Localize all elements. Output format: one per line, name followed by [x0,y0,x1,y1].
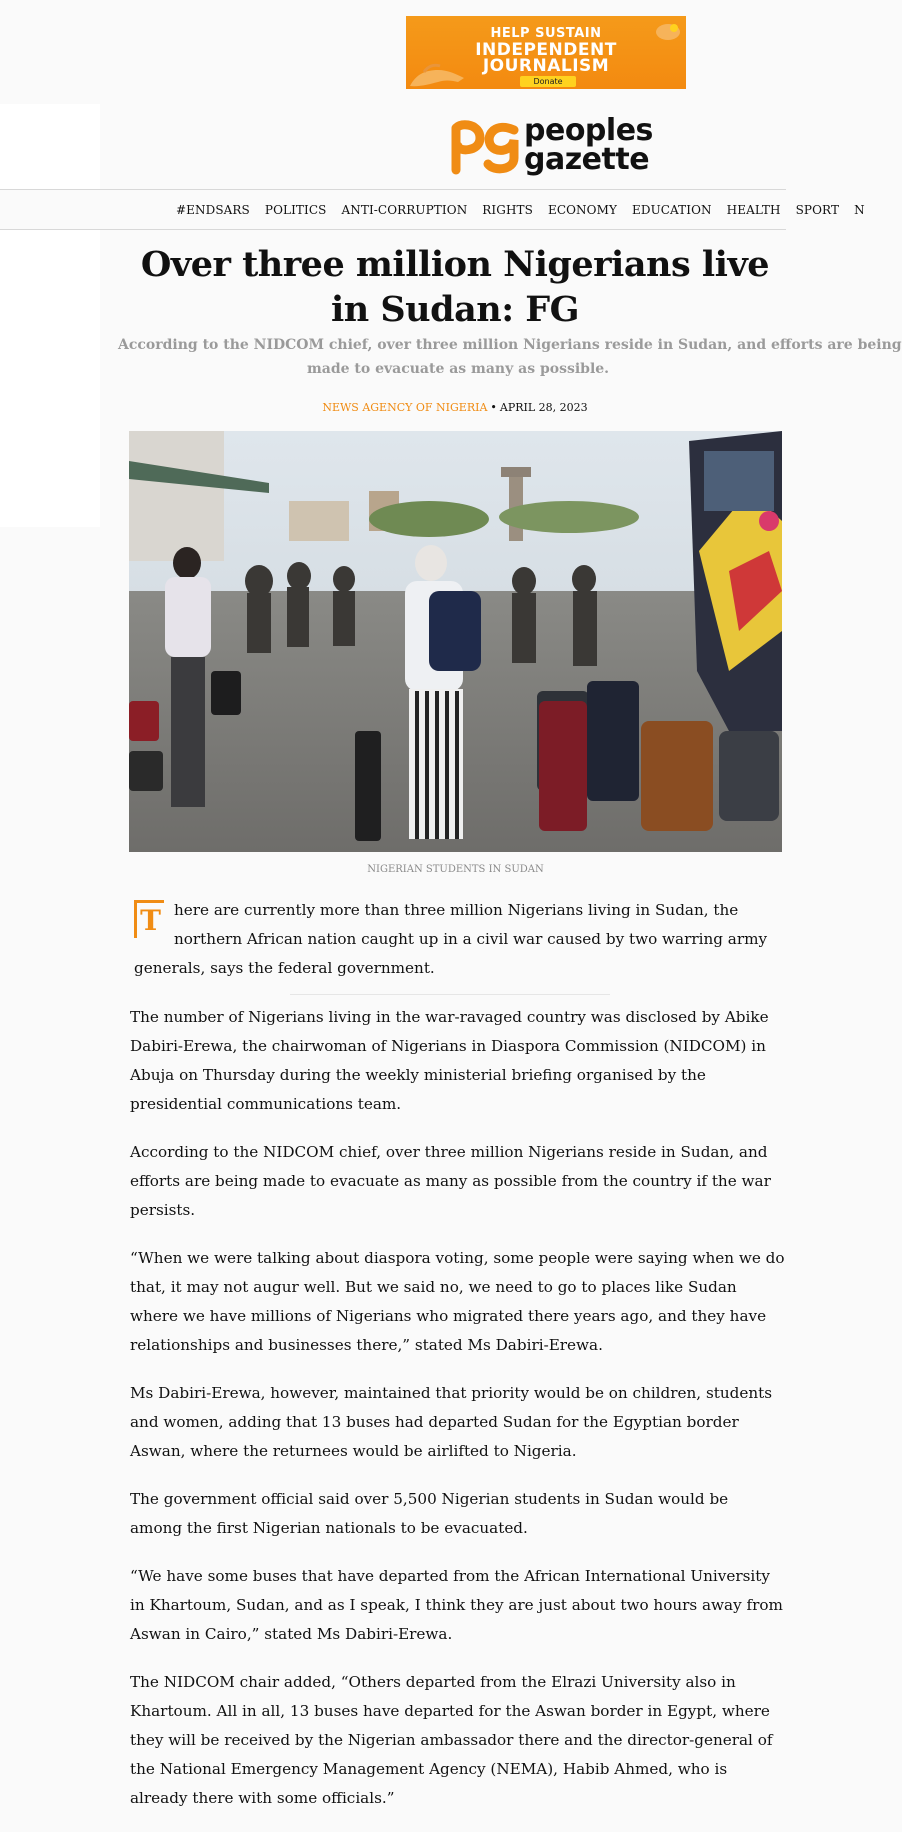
article-source-link[interactable]: NEWS AGENCY OF NIGERIA [322,401,488,414]
byline-separator: • [490,401,497,414]
nav-item-economy[interactable]: ECONOMY [547,202,617,217]
donate-button[interactable]: Donate [520,76,576,87]
article-paragraph: The NIDCOM chair added, “Others departed from the Elrazi University also in Khartoum. All in all, 13 buses have departed for the Aswan border in Egypt, where they will be received by the Nigerian ambassador there and the director-general of the National Emergency Management Agency (NEMA), Habib Ahmed, who is already there with some officials.” [130,1673,773,1807]
nav-item-politics[interactable]: POLITICS [264,202,327,217]
pg-logo-icon [450,118,522,174]
ad-headline-1: HELP SUSTAIN [490,26,602,41]
drop-cap: T [134,900,164,938]
nav-item-sport[interactable]: SPORT [795,202,840,217]
ad-headline-3: JOURNALISM [482,56,610,76]
nav-item-anti-corruption[interactable]: ANTI-CORRUPTION [341,202,468,217]
logo-wordmark [524,113,653,177]
article-subtitle-line-1: According to the NIDCOM chief, over three million Nigerians reside in Sudan, and efforts are being [118,337,902,353]
divider [290,994,610,995]
article-paragraph: According to the NIDCOM chief, over three million Nigerians reside in Sudan, and efforts are being made to evacuate as many as possible from the country if the war persists. [130,1143,771,1219]
logo-line-1: peoples [524,113,653,148]
logo-line-2: gazette [524,142,650,177]
article-subtitle-line-2: made to evacuate as many as possible. [306,361,610,377]
article-subtitle [118,333,902,381]
article-title: Over three million Nigerians live in Sudan: FG [140,244,770,330]
lead-paragraph [130,896,785,983]
main-nav [0,189,865,230]
image-caption: NIGERIAN STUDENTS IN SUDAN [367,864,544,875]
hero-image [129,431,782,852]
site-logo[interactable] [450,113,653,177]
article-paragraph: The government official said over 5,500 Nigerian students in Sudan would be among the first Nigerian nationals to be evacuated. [130,1490,729,1537]
donate-ad-banner[interactable] [406,16,686,89]
article-byline [120,401,790,414]
lead-paragraph-text: here are currently more than three million Nigerians living in Sudan, the northern African nation caught up in a civil war caused by two warring army generals, says the federal government. [134,901,768,977]
nav-item-education[interactable]: EDUCATION [631,202,712,217]
article-paragraph: The number of Nigerians living in the war-ravaged country was disclosed by Abike Dabiri-Erewa, the chairwoman of Nigerians in Diaspora Commission (NIDCOM) in Abuja on Thursday during the weekly ministerial briefing organised by the presidential communications team. [130,1008,769,1113]
nav-item-truncated[interactable]: N [854,202,865,217]
article-date: APRIL 28, 2023 [499,401,588,414]
ad-headline-2: INDEPENDENT [475,40,617,60]
left-sidebar-blank [0,104,100,527]
students-at-bus-photo [129,431,782,852]
article-body [130,896,785,1832]
article-paragraph: Ms Dabiri-Erewa, however, maintained that priority would be on children, students and women, adding that 13 buses had departed Sudan for the Egyptian border Aswan, where the returnees would be airlifted to Nigeria. [130,1384,773,1460]
article-paragraph: “When we were talking about diaspora voting, some people were saying when we do that, it may not augur well. But we said no, we need to go to places like Sudan where we have millions of Nigerians who migrated there years ago, and they have relationships and businesses there,” stated Ms Dabiri-Erewa. [130,1249,785,1354]
nav-list [176,190,880,229]
nav-item-health[interactable]: HEALTH [726,202,781,217]
nav-item-rights[interactable]: RIGHTS [482,202,533,217]
nav-item-endsars[interactable]: #ENDSARS [176,202,250,217]
article-paragraph: “We have some buses that have departed from the African International University in Khartoum, Sudan, and as I speak, I think they are just about two hours away from Aswan in Cairo,” stated Ms Dabiri-Erewa. [130,1567,783,1643]
